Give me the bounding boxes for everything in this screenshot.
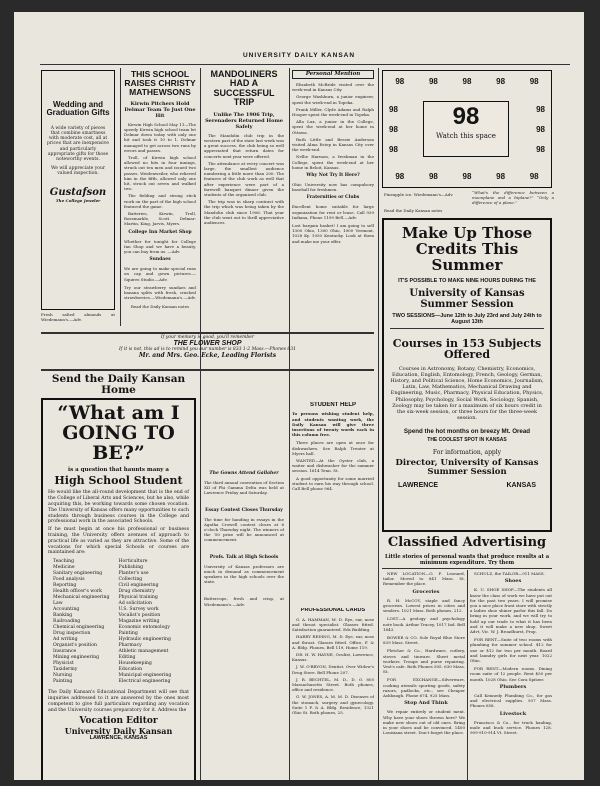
vocation-item: Hydraulic engineering bbox=[118, 637, 171, 643]
vocation-item: Chemical engineering bbox=[53, 625, 105, 631]
story1-headline: THIS SCHOOL RAISES CHRISTY MATHEWSONS bbox=[124, 70, 196, 97]
column-divider bbox=[120, 68, 121, 326]
classified-item: FOR RENT—Suite of two rooms with plumbing for summer school. $12 for one or $12 for two per month. Board and laundry girls for next year. 1022 Ohio. bbox=[470, 637, 552, 664]
vocation-item: Insurance bbox=[53, 649, 77, 655]
frats-text: Excellent home suitable for large organization for rent or lease. Call 939 Indiana, Phone 1199 Bell.—Adv. bbox=[292, 204, 374, 220]
classified-item: Livestock bbox=[499, 710, 527, 717]
classified-item: Plumbers bbox=[499, 683, 527, 690]
vocation-city: LAWRENCE, KANSAS bbox=[89, 735, 148, 742]
summer-session-ad bbox=[382, 218, 552, 532]
ad98-number: 98 bbox=[536, 144, 545, 154]
vocation-item: Ad writing bbox=[53, 637, 78, 643]
ad98-number: 98 bbox=[462, 77, 472, 86]
card-item: J. W. O'BRYON, Dentist. Over Widow's Drug Store. Bell Phone 207. bbox=[292, 664, 374, 675]
student-help-item: A good opportunity for some married student to earn his way through school. Call Bell phone 964. bbox=[292, 475, 374, 491]
vocation-item: Organist's position bbox=[53, 643, 97, 649]
vocation-item: Teaching bbox=[53, 559, 75, 565]
vocation-item: Mining engineering bbox=[53, 655, 100, 661]
ad98-number: 98 bbox=[462, 172, 472, 181]
personal-item: Nellie Harmon, a freshman in the College, spent the week-end at her home in Beloit, Kansas. bbox=[292, 154, 374, 170]
lost-text: Lost bargain basket! I am going to sell 1300 Ohio, 1300 Ohio, 1000 Vermont, 1028 Ky. 1050 Kentucky. Look at them and make me your offer. bbox=[292, 223, 374, 244]
city-right: KANSAS bbox=[506, 482, 536, 490]
credits-school: University of Kansas Summer Session bbox=[409, 288, 525, 310]
personal-body bbox=[292, 82, 374, 170]
send-kansan-banner: Send the Daily Kansan Home bbox=[51, 373, 186, 397]
student-help-item: Three places are open at once for dishwashers. See Ralph Trenter at Myers hall. bbox=[292, 440, 374, 456]
vocation-item: Pharmacy bbox=[118, 643, 142, 649]
student-help-intro: To persons wishing student help, and students wanting work, the Daily Kansan will give three insertions of twenty words each in this column free. bbox=[292, 411, 374, 438]
vocation-item: Editing bbox=[118, 655, 136, 661]
personal-item: Alla Lux, a junior in the College, spent the week-end at her home in Ottawa. bbox=[292, 119, 374, 135]
story1-box-title: College Inn Market Shop bbox=[128, 229, 192, 235]
profs-title: Profs. Talk at High Schools bbox=[209, 554, 279, 560]
ad98-number: 98 bbox=[428, 172, 438, 181]
classified-right bbox=[470, 571, 552, 780]
vocation-item: Taxidermy bbox=[53, 667, 78, 673]
classified-title: Classified Advertising bbox=[387, 535, 547, 550]
personal-title: Personal Mention bbox=[292, 70, 374, 79]
story1-extra: Try our strawberry sundaes and banana splits with fresh, crushed strawberries.—Wiedemann's.—Adv. bbox=[124, 284, 196, 301]
card-item: G. A. HAMMAN, M. D. Eye, ear, nose and throat specialist. Glasses fitted. Satisfaction guaranteed. Eds Building. bbox=[292, 616, 374, 633]
story1-body bbox=[124, 122, 196, 227]
ad98-number: 98 bbox=[389, 124, 398, 134]
flower-line1: If your memory is good, you'll remember bbox=[160, 335, 255, 340]
gifts-title: Wedding and Graduation Gifts bbox=[46, 100, 110, 118]
story2-lower bbox=[204, 468, 284, 780]
personal-item: George Washburn, a junior engineer, spent the week-end in Topeka. bbox=[292, 94, 374, 105]
column-divider bbox=[200, 68, 201, 780]
vocation-item: Physicist bbox=[53, 661, 74, 667]
card-item: HARRY REDING, M. D. Eye, ear, nose and throat. Glasses fitted. Office, F. & A. Bldg. Phones, Bell 119, Home 119. bbox=[292, 634, 374, 650]
classified-rule bbox=[382, 568, 552, 569]
classified-subtitle: Little stories of personal wants that produce results at a minimum expenditure. Try them bbox=[384, 554, 550, 566]
vocation-univ: University Daily Kansan bbox=[64, 725, 173, 736]
professional-cards bbox=[292, 608, 374, 780]
vocation-item: Horticulture bbox=[118, 559, 148, 565]
classified-item: Stop And Think bbox=[404, 700, 448, 707]
story1-paragraph: The fielding and strong stick work on the part of the high school featured the game. bbox=[124, 193, 196, 209]
story2-paragraph: The Mandolin club trip in the western part of the state last week was a great success, the club being so well appreciated that return dates for concerts next year were offered. bbox=[204, 132, 284, 159]
vocation-item: Railroading bbox=[53, 619, 81, 625]
pineapple-note: Pineapple ice. Wiedemann's—Adv. bbox=[384, 192, 454, 197]
flower-shop-name: THE FLOWER SHOP bbox=[173, 340, 242, 347]
vocation-item: Medicine bbox=[53, 565, 75, 571]
vocation-item: Sanitary engineering bbox=[53, 571, 103, 577]
story-mathewsons bbox=[124, 70, 196, 326]
jeweler-logo: Gustafson bbox=[49, 186, 107, 198]
classified-item: NEW LOCATION—O. F. Leonard, tailor. Moved to 841 Mass. St. Remember the place. bbox=[383, 571, 465, 587]
card-item: DR. H. W. HAYNE, Oculist, Lawrence, Kansas. bbox=[292, 651, 374, 663]
classified-item: FOR RENT—Modern rooms. Dining room suite of 12 people. Rent $50 per month. 1028 Ohio. See Cora Spitzer. bbox=[470, 666, 552, 682]
ad98-number: 98 bbox=[395, 77, 405, 86]
ad98-top-row bbox=[383, 77, 551, 86]
vocation-editor: Vocation Editor bbox=[79, 716, 158, 727]
classified-item: Shoes bbox=[504, 578, 522, 585]
gowns-title: The Gowns Attend Gallaher bbox=[209, 471, 279, 476]
classified-item: Fletcher & Co., Hardware, cutlery, stoves and tinware. Sheet metal workers. Troupe and purse repairing. Vest's cafe. Both Phones 505. 630 Mass. St. bbox=[383, 648, 465, 675]
vocation-item: Ad solicitation bbox=[118, 601, 152, 607]
student-help-body bbox=[292, 440, 374, 491]
ad98-number: 98 bbox=[428, 77, 438, 86]
flower-shop-ad bbox=[41, 335, 374, 359]
ad98-bottom-row bbox=[383, 172, 551, 181]
vocation-item: U.S. Survey work bbox=[118, 607, 159, 613]
ad98-number: 98 bbox=[536, 104, 545, 114]
courses-title: Courses in 153 Subjects Offered bbox=[392, 336, 542, 362]
column-divider bbox=[378, 68, 379, 780]
ad98-number: 98 bbox=[395, 172, 405, 181]
vocation-item: Physical training bbox=[118, 595, 158, 601]
vocation-ad bbox=[41, 398, 196, 780]
info-line: For information, apply bbox=[432, 449, 502, 457]
gifts-body2: We will appreciate your valued inspection. bbox=[50, 166, 106, 177]
classified-item: Call Kennedy Plumbing Co., for gas and electrical supplies. 937 Mass. Phones 658. bbox=[470, 693, 552, 709]
cards-title: PROFESSIONAL CARDS bbox=[300, 608, 366, 613]
classified-item: R. H. McCOY, staple and fancy groceries. Lowest prices in cities and senders. 1021 Mass. Both phones, 212. bbox=[383, 597, 465, 614]
gowns-text: The third annual convention of Section XII of Phi Gamma Delta was held at Lawrence Friday and Saturday. bbox=[204, 480, 284, 496]
classified-item: SCHULZ, the TAILOR—911 MASS. bbox=[474, 571, 545, 576]
joke-note: “What's the difference between a moonplane and a biplane?” “Only a difference of a plane.” bbox=[472, 190, 554, 206]
ad98-number: 98 bbox=[389, 104, 398, 114]
cards-list bbox=[292, 617, 374, 715]
city-line bbox=[384, 482, 550, 489]
vocation-item: Civil engineering bbox=[118, 583, 159, 589]
director-line: Director, University of Kansas Summer Session bbox=[395, 458, 539, 478]
ad98-right-col bbox=[536, 99, 545, 159]
vocation-item: Painting bbox=[118, 631, 138, 637]
vocation-body: He would like the all-round development that is the end of the College of Liberal Arts and Sciences, but he also, while acquiring this, be working towards some chosen vocation. The University of Kansas offers many opportunities to such students through business courses in the College and professional work in the associated Schools. bbox=[48, 490, 190, 525]
personal-item: Frank Miller, Clyde Adams and Ralph Hooper spent the week-end in Topeka. bbox=[292, 106, 374, 118]
story1-paragraph: Troll, of Kirwin high school allowed no hits in four innings, struck out ten men and issued two passes. Weidenweiler, who relieved him in the fifth, allowed only one hit, struck out seven and walked two. bbox=[124, 154, 196, 192]
why-title: Why Not Try It Here? bbox=[306, 173, 360, 179]
student-help-title: STUDENT HELP bbox=[309, 402, 356, 408]
vocation-item: Collecting bbox=[118, 577, 143, 583]
vocation-item: Painting bbox=[53, 679, 73, 685]
story2-paragraph: The attendance at every concert was large, the smallest audience numbering a little more than 200. The features of the club work as well that after experience were part of a farewell banquet dinner given the students of the organized club. bbox=[204, 160, 284, 197]
classified-item: LOST—A geology and psychology note book. Arthur Tracey, 1017 Ind. Bell 1843. bbox=[383, 616, 465, 632]
vocation-question: is a question that haunts many a bbox=[68, 466, 169, 473]
ad98-number: 98 bbox=[496, 172, 506, 181]
story2-paragraph: The trip was in sharp contrast with the trip which was being taken by the Mandolin club since 1906. That year the club went out to thrill appreciative audiences. bbox=[204, 199, 284, 225]
vocation-list bbox=[43, 556, 194, 688]
vocation-item: Drug inspection bbox=[53, 631, 91, 637]
ad98-number: 98 bbox=[496, 77, 506, 86]
classified-item: Francisco & Co., for truck hauling, mule and buck service. Phones 128. 909-910-914 Vt. Street. bbox=[470, 719, 552, 736]
card-item: G. W. JONES, A. M. M. D. Diseases of the stomach, surgery and gynecology. Suite 1 F. & A. Bldg. Residence, 1321 Ohio St. Both phones, 25. bbox=[292, 694, 374, 716]
ad-98 bbox=[382, 70, 552, 188]
story1-footer: Read the Daily Kansan notes bbox=[130, 304, 190, 310]
vocation-item: Planter's use bbox=[118, 571, 149, 577]
story2-subhead: Unlike The 1906 Trip, Serenaders Returned Home Safely bbox=[205, 111, 283, 130]
flower-rule-bottom bbox=[41, 369, 374, 371]
coolest-line: THE COOLEST SPOT IN KANSAS bbox=[427, 436, 507, 443]
vocation-item: Housekeeping bbox=[118, 661, 152, 667]
vocation-item: Education bbox=[118, 667, 143, 673]
vocation-title: “What am I GOING TO BE?” bbox=[57, 402, 180, 464]
credits-dates: TWO SESSIONS—June 12th to July 23rd and July 24th to August 13th bbox=[392, 313, 542, 325]
vocation-item: Mechanical engineering bbox=[53, 595, 110, 601]
gifts-body: A wide variety of pieces that combine smartness with moderate cost, all at prices that are inexpensive and particularly appropriate gifts for those noteworthy events. bbox=[47, 125, 109, 162]
personal-item: Elizabeth McBride visited over the week-end in Kansas City. bbox=[292, 82, 374, 93]
gifts-ad bbox=[41, 70, 115, 310]
ad98-center-text: Watch this space bbox=[436, 132, 496, 140]
ad98-center-number: 98 bbox=[452, 103, 480, 130]
vocation-item: Economic entomology bbox=[118, 625, 170, 631]
flower-line2: If it is not, this ad is to remind you our number is 833 1-2 Mass.—Phones 631 bbox=[119, 347, 296, 353]
vocation-item: Drug chemistry bbox=[118, 589, 155, 595]
story1-box-text: Whether for tonight for College Inn Shop and we have a beauty, you can buy from us. —Adv. bbox=[124, 238, 196, 255]
story1-paragraph: Batteries, Kirwin, Troll, Rosemarkle, Scott. Delmar: Martin, King, Jarvis, Myers. bbox=[124, 211, 196, 227]
newspaper-page bbox=[14, 12, 584, 780]
vocation-item: Health officer's work bbox=[53, 589, 102, 595]
vocation-item: Reporting bbox=[53, 583, 77, 589]
vocation-item: Banking bbox=[53, 613, 73, 619]
ad98-number: 98 bbox=[389, 144, 398, 154]
classified-divider bbox=[467, 570, 468, 780]
credits-line1: IT'S POSSIBLE TO MAKE NINE HOURS DURING THE bbox=[398, 278, 536, 285]
vocation-item: Municipal engineering bbox=[118, 673, 172, 679]
classified-item: We repair entirely or student ment. Why have your shoes thrown here? We make new shoes out of old ones. Bring in your shoes and be convinced. 1400 Louisiana street. Don't forget the place. bbox=[383, 709, 465, 736]
classified-left bbox=[383, 571, 465, 780]
story2-headline: MANDOLINERS HAD A SUCCESSFUL TRIP bbox=[210, 70, 278, 108]
vocation-item: Magazine writing bbox=[118, 619, 160, 625]
classified-item: Groceries bbox=[412, 588, 440, 595]
story1-subhead: Kirwin Pitchers Hold Delmar Team To Just One Hit bbox=[124, 100, 196, 119]
spend-line: Spend the hot months on breezy Mt. Oread bbox=[403, 428, 531, 436]
vocation-student: High School Student bbox=[54, 473, 183, 487]
credits-rule bbox=[390, 328, 544, 329]
why-text: Ohio University now has compulsory baseball for freshmen. bbox=[292, 182, 374, 193]
card-item: J. R. BECHTEL, M. D., D. O. 805 Massachusetts Street. Both phones, office and residence. bbox=[292, 676, 374, 693]
vocation-item: Athletic management bbox=[118, 649, 169, 655]
jeweler-caption: The College Jeweler bbox=[55, 197, 101, 203]
credits-headline: Make Up Those Credits This Summer bbox=[401, 224, 533, 274]
vocation-footer-text: The Daily Kansan's Educational Department will see that inquiries addressed to it are answered by the ones most competent to give full particulars regarding any vocation and the University courses preparatory for it. Address the bbox=[48, 690, 189, 713]
gifts-footer: Fresh salted almonds at Wiedemann's.—Adv. bbox=[41, 312, 115, 323]
masthead-rule bbox=[40, 64, 570, 65]
story2-body bbox=[204, 133, 284, 225]
essay-text: The time for handing in essays in the Agatha Crowell contest closes at 6 o'clock Thursday night. The winners of the ’50 prize will be announced at commencement. bbox=[204, 516, 284, 543]
vocation-body2: If he must begin at once his professional or business training, the University offers avenues of approach to practical life as varied as they are attractive. Some of the vocations for which special Schools or courses are maintained are: bbox=[48, 527, 189, 556]
classified-item: K. U. SHOE SHOP—The students all know the class of work we have put out for the past two years. I will promise you a nice place front store with strictly a ladies shoe shiner parlor this fall. Do bring in your work, and we will try to hold up our trade to what it has been and it will make a new shop. Sweet Advt, Vic. W. J. Broadhurst, Prop. bbox=[470, 587, 552, 635]
vocation-item: Publishing bbox=[118, 565, 144, 571]
profs-text: University of Kansas professors are much in demand as commencement speakers in the high schools over the state. bbox=[204, 563, 284, 585]
vocation-item: Food analysis bbox=[53, 577, 85, 583]
masthead: UNIVERSITY DAILY KANSAN bbox=[242, 52, 356, 59]
student-help bbox=[292, 402, 374, 584]
classified-item: BOWER & CO. Sole Royal Blue Store 839 Mass. Street. bbox=[383, 635, 465, 646]
story1-sundaes-title: Sundaes bbox=[149, 257, 171, 263]
flower-rule-top bbox=[41, 332, 374, 334]
story1-paragraph: Kirwin High School May 11—The speedy Kirwin high school team let Delmar down today with only one hit and took it 10 to 1. Delmar managed to get across two runs by errors and passes. bbox=[124, 121, 196, 153]
ad98-center bbox=[423, 101, 509, 157]
classified-item: FOR EXCHANGE—Silverware, cooking utensils sporting goods, safety razors, padlocks, etc., see Cheaper Ashbaugh. Phone 674, 925 Mass. bbox=[383, 677, 465, 699]
ad98-number: 98 bbox=[536, 124, 545, 134]
ad98-number: 98 bbox=[529, 77, 539, 86]
column-divider bbox=[289, 68, 290, 780]
courses-text: Courses in Astronomy, Botany, Chemistry, Economics, Education, English, Entomology, French, Geology, German, History, and Political Science, Home Economics, Journalism, Latin, Law, Mathematics, Mechanical Drawing and Engineering, Music, Pharmacy, Physical Education, Physics, Philosophy, Psychology, Social Work, Sociology, Spanish, Zoology may be taken for a maximum of six hours credit in the six-week session, or three hours for the three-week session. bbox=[390, 365, 544, 422]
ad98-footer: Read the Daily Kansan notes bbox=[384, 208, 443, 213]
city-left: LAWRENCE bbox=[398, 482, 439, 490]
story2-footer: Buttercups, fresh and crisp, at Wiedemann's.—Adv. bbox=[204, 596, 284, 607]
vocation-item: Electrical engineering bbox=[118, 679, 171, 685]
vocation-item: Accounting bbox=[53, 607, 80, 613]
story1-sundaes-text: We are going to make special runs on cap and gown pictures.—Squires Studio.—Adv. bbox=[124, 266, 196, 282]
frats-title: Fraternities or Clubs bbox=[306, 195, 360, 201]
ad98-left-col bbox=[389, 99, 398, 159]
student-help-item: WANTED—At the Oyster club, a waiter and dishwasher for the summer session. 1614 Tenn. St. bbox=[292, 457, 374, 474]
essay-title: Essay Contest Closes Thursday bbox=[205, 507, 283, 513]
vocation-item: Vocalist's position bbox=[118, 613, 161, 619]
vocation-item: Law bbox=[53, 601, 63, 607]
personal-item: Ruth Little and Bessie Anderson visited Alma Estep in Kansas City over the week-end. bbox=[292, 136, 374, 153]
vocation-item: Nursing bbox=[53, 673, 72, 679]
flower-owners: Mr. and Mrs. Geo. Ecke, Leading Florists bbox=[138, 352, 277, 360]
ad98-number: 98 bbox=[529, 172, 539, 181]
